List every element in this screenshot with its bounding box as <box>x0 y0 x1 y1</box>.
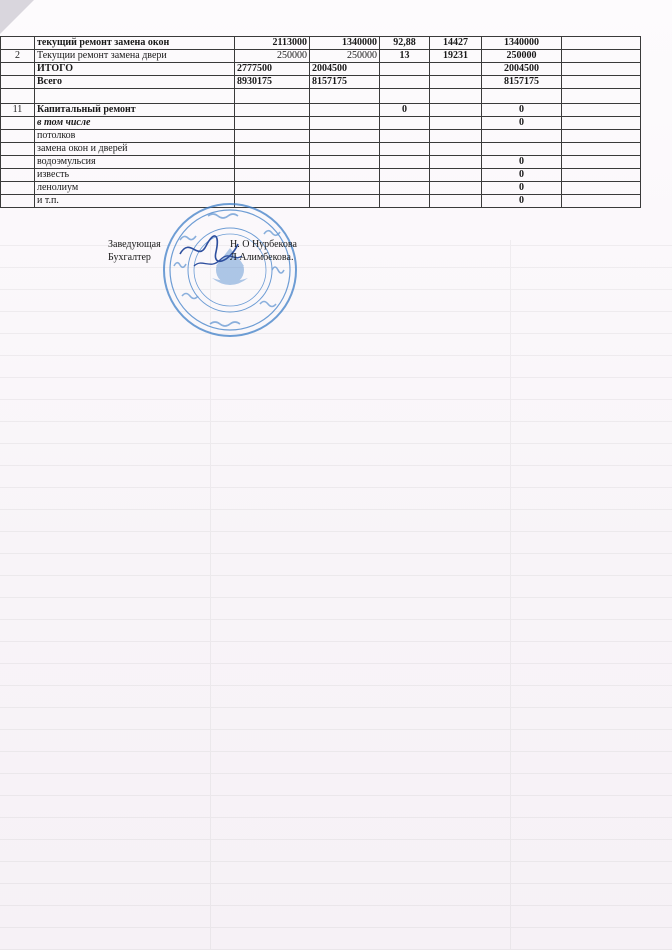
value-cell-6 <box>562 63 641 76</box>
value-cell-5: 8157175 <box>482 76 562 89</box>
row-name-cell: водоэмульсия <box>35 156 235 169</box>
value-cell-5: 0 <box>482 169 562 182</box>
row-name-cell: и т.п. <box>35 195 235 208</box>
value-cell-2 <box>310 89 380 104</box>
value-cell-3: 0 <box>380 104 430 117</box>
row-name-cell: Всего <box>35 76 235 89</box>
value-cell-4 <box>430 182 482 195</box>
value-cell-4 <box>430 117 482 130</box>
report-table-container <box>0 36 640 208</box>
signature-row-head <box>108 238 297 251</box>
value-cell-2: 8157175 <box>310 76 380 89</box>
row-number-cell <box>1 182 35 195</box>
value-cell-3 <box>380 169 430 182</box>
value-cell-3 <box>380 89 430 104</box>
head-name: Н. О Нурбекова <box>230 239 297 250</box>
table-row <box>1 182 641 195</box>
value-cell-5: 1340000 <box>482 37 562 50</box>
value-cell-3 <box>380 143 430 156</box>
value-cell-1 <box>235 182 310 195</box>
value-cell-6 <box>562 143 641 156</box>
row-number-cell: 2 <box>1 50 35 63</box>
value-cell-4: 19231 <box>430 50 482 63</box>
value-cell-3 <box>380 117 430 130</box>
value-cell-6 <box>562 89 641 104</box>
value-cell-6 <box>562 50 641 63</box>
value-cell-4: 14427 <box>430 37 482 50</box>
row-name-cell: ленолиум <box>35 182 235 195</box>
value-cell-2: 2004500 <box>310 63 380 76</box>
value-cell-5: 0 <box>482 195 562 208</box>
value-cell-6 <box>562 37 641 50</box>
value-cell-3 <box>380 182 430 195</box>
signature-block <box>108 238 297 264</box>
value-cell-4 <box>430 63 482 76</box>
value-cell-2 <box>310 156 380 169</box>
row-number-cell <box>1 76 35 89</box>
value-cell-4 <box>430 130 482 143</box>
row-number-cell: 11 <box>1 104 35 117</box>
value-cell-3 <box>380 76 430 89</box>
value-cell-1: 8930175 <box>235 76 310 89</box>
row-name-cell: замена окон и дверей <box>35 143 235 156</box>
value-cell-2 <box>310 169 380 182</box>
row-name-cell: известь <box>35 169 235 182</box>
table-row <box>1 63 641 76</box>
value-cell-3 <box>380 156 430 169</box>
value-cell-5: 2004500 <box>482 63 562 76</box>
row-number-cell <box>1 37 35 50</box>
value-cell-1 <box>235 117 310 130</box>
value-cell-2: 250000 <box>310 50 380 63</box>
signature-row-accountant <box>108 251 297 264</box>
row-name-cell <box>35 89 235 104</box>
table-row <box>1 169 641 182</box>
value-cell-6 <box>562 117 641 130</box>
bleed-through-lines <box>0 240 672 950</box>
value-cell-6 <box>562 182 641 195</box>
page-corner-fold <box>0 0 34 34</box>
value-cell-2: 1340000 <box>310 37 380 50</box>
value-cell-6 <box>562 104 641 117</box>
row-number-cell <box>1 63 35 76</box>
value-cell-4 <box>430 89 482 104</box>
value-cell-1: 2777500 <box>235 63 310 76</box>
row-name-cell: Капитальный ремонт <box>35 104 235 117</box>
table-row <box>1 143 641 156</box>
value-cell-4 <box>430 169 482 182</box>
table-row <box>1 117 641 130</box>
value-cell-6 <box>562 156 641 169</box>
row-name-cell: Текущии ремонт замена двери <box>35 50 235 63</box>
value-cell-6 <box>562 76 641 89</box>
value-cell-3 <box>380 195 430 208</box>
value-cell-2 <box>310 117 380 130</box>
value-cell-4 <box>430 76 482 89</box>
report-table <box>0 36 641 208</box>
row-name-cell: ИТОГО <box>35 63 235 76</box>
row-number-cell <box>1 89 35 104</box>
table-row <box>1 130 641 143</box>
table-row <box>1 50 641 63</box>
value-cell-2 <box>310 195 380 208</box>
value-cell-4 <box>430 104 482 117</box>
value-cell-3 <box>380 63 430 76</box>
value-cell-1 <box>235 169 310 182</box>
accountant-role-label: Бухгалтер <box>108 252 151 263</box>
report-table-body <box>1 37 641 208</box>
value-cell-4 <box>430 156 482 169</box>
row-number-cell <box>1 195 35 208</box>
row-number-cell <box>1 117 35 130</box>
value-cell-1 <box>235 130 310 143</box>
table-row <box>1 156 641 169</box>
value-cell-5: 250000 <box>482 50 562 63</box>
value-cell-2 <box>310 130 380 143</box>
value-cell-1 <box>235 104 310 117</box>
value-cell-1: 2113000 <box>235 37 310 50</box>
table-row <box>1 195 641 208</box>
value-cell-5: 0 <box>482 104 562 117</box>
value-cell-4 <box>430 143 482 156</box>
value-cell-6 <box>562 130 641 143</box>
value-cell-5: 0 <box>482 117 562 130</box>
value-cell-2 <box>310 143 380 156</box>
row-number-cell <box>1 156 35 169</box>
value-cell-6 <box>562 169 641 182</box>
value-cell-1 <box>235 156 310 169</box>
value-cell-3: 92,88 <box>380 37 430 50</box>
value-cell-4 <box>430 195 482 208</box>
head-role-label: Заведующая <box>108 239 161 250</box>
value-cell-1 <box>235 143 310 156</box>
row-name-cell: потолков <box>35 130 235 143</box>
value-cell-5 <box>482 143 562 156</box>
value-cell-3: 13 <box>380 50 430 63</box>
value-cell-5 <box>482 89 562 104</box>
table-row <box>1 37 641 50</box>
value-cell-2 <box>310 104 380 117</box>
row-number-cell <box>1 143 35 156</box>
value-cell-5: 0 <box>482 182 562 195</box>
row-name-cell: текущий ремонт замена окон <box>35 37 235 50</box>
table-row <box>1 89 641 104</box>
value-cell-5 <box>482 130 562 143</box>
table-row <box>1 76 641 89</box>
value-cell-1 <box>235 89 310 104</box>
row-number-cell <box>1 130 35 143</box>
accountant-name: Л Алимбекова. <box>230 252 294 263</box>
row-number-cell <box>1 169 35 182</box>
row-name-cell: в том числе <box>35 117 235 130</box>
value-cell-5: 0 <box>482 156 562 169</box>
value-cell-6 <box>562 195 641 208</box>
value-cell-1: 250000 <box>235 50 310 63</box>
value-cell-2 <box>310 182 380 195</box>
value-cell-3 <box>380 130 430 143</box>
table-row <box>1 104 641 117</box>
